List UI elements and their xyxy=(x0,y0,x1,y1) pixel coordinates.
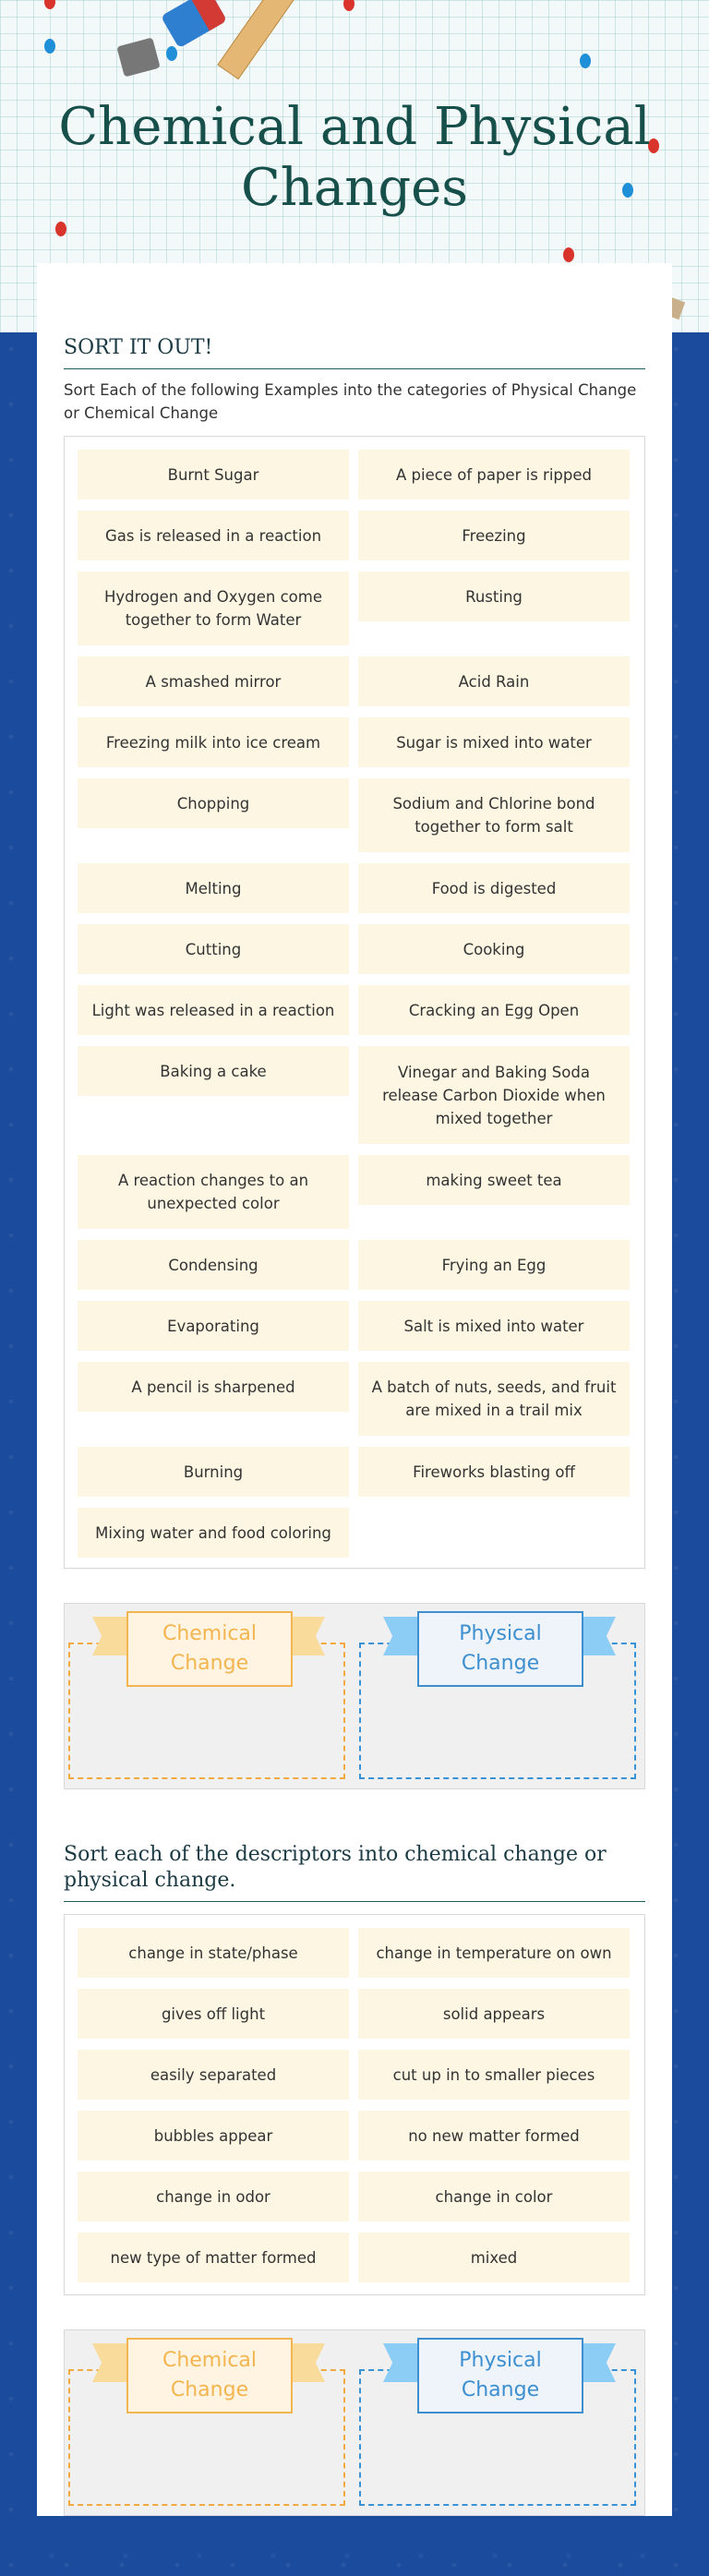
draggable-item[interactable]: Food is digested xyxy=(358,863,630,913)
draggable-item[interactable]: A batch of nuts, seeds, and fruit are mixed in a trail mix xyxy=(358,1362,630,1436)
bin-label-line: Change xyxy=(461,1652,540,1675)
bin-label-line: Physical xyxy=(459,1622,542,1645)
draggable-item[interactable]: Acid Rain xyxy=(358,656,630,706)
bin-label-line: Change xyxy=(461,2378,540,2401)
bin-label-line: Change xyxy=(170,1652,249,1675)
section-1-title: SORT IT OUT! xyxy=(64,335,645,369)
decor-dot xyxy=(166,46,177,61)
decor-dot xyxy=(44,0,55,9)
draggable-item[interactable]: A reaction changes to an unexpected color xyxy=(78,1155,349,1229)
draggable-item[interactable]: Cutting xyxy=(78,924,349,974)
draggable-item[interactable]: Condensing xyxy=(78,1240,349,1290)
draggable-item[interactable]: mixed xyxy=(358,2233,630,2282)
section-1-items-box xyxy=(64,436,645,1569)
draggable-item[interactable]: Burnt Sugar xyxy=(78,450,349,500)
draggable-item[interactable]: A smashed mirror xyxy=(78,656,349,706)
draggable-item[interactable]: Chopping xyxy=(78,778,349,828)
draggable-item[interactable]: gives off light xyxy=(78,1989,349,2039)
draggable-item[interactable]: Cooking xyxy=(358,924,630,974)
draggable-item[interactable]: change in odor xyxy=(78,2172,349,2221)
decor-dot xyxy=(55,222,66,236)
draggable-item[interactable]: Rusting xyxy=(358,572,630,621)
draggable-item[interactable]: A piece of paper is ripped xyxy=(358,450,630,500)
decor-dot xyxy=(44,39,55,54)
page-title-line-2: Changes xyxy=(240,158,469,218)
draggable-item[interactable]: bubbles appear xyxy=(78,2111,349,2161)
draggable-item[interactable]: no new matter formed xyxy=(358,2111,630,2161)
page-title xyxy=(0,97,709,219)
physical-change-label xyxy=(417,1611,583,1687)
draggable-item[interactable]: Melting xyxy=(78,863,349,913)
draggable-item[interactable]: Freezing milk into ice cream xyxy=(78,717,349,767)
draggable-item[interactable]: Mixing water and food coloring xyxy=(78,1508,349,1558)
draggable-item[interactable]: Frying an Egg xyxy=(358,1240,630,1290)
draggable-item[interactable]: Sugar is mixed into water xyxy=(358,717,630,767)
draggable-item[interactable]: Salt is mixed into water xyxy=(358,1301,630,1351)
draggable-item[interactable]: easily separated xyxy=(78,2050,349,2100)
section-2-items-box xyxy=(64,1914,645,2295)
draggable-item[interactable]: Gas is released in a reaction xyxy=(78,511,349,560)
draggable-item[interactable]: new type of matter formed xyxy=(78,2233,349,2282)
decor-dot xyxy=(563,247,574,262)
eraser-icon xyxy=(161,0,227,48)
draggable-item[interactable]: Freezing xyxy=(358,511,630,560)
draggable-item[interactable]: Baking a cake xyxy=(78,1046,349,1096)
draggable-item[interactable]: Burning xyxy=(78,1447,349,1497)
physical-change-label xyxy=(417,2338,583,2413)
chemical-change-label xyxy=(126,1611,293,1687)
section-1-instructions: Sort Each of the following Examples into the categories of Physical Change or Chemical Change xyxy=(64,381,637,422)
draggable-item[interactable]: Cracking an Egg Open xyxy=(358,985,630,1035)
chemical-change-label xyxy=(126,2338,293,2413)
draggable-item[interactable]: A pencil is sharpened xyxy=(78,1362,349,1412)
decor-dot xyxy=(580,54,591,68)
section-1-drop-zone xyxy=(64,1603,645,1789)
draggable-item[interactable]: change in state/phase xyxy=(78,1928,349,1978)
draggable-item[interactable]: cut up in to smaller pieces xyxy=(358,2050,630,2100)
draggable-item[interactable]: Sodium and Chlorine bond together to form salt xyxy=(358,778,630,852)
bin-label-line: Chemical xyxy=(162,1622,258,1645)
bin-label-line: Change xyxy=(170,2378,249,2401)
draggable-item[interactable]: Evaporating xyxy=(78,1301,349,1351)
draggable-item[interactable]: Light was released in a reaction xyxy=(78,985,349,1035)
bin-label-line: Chemical xyxy=(162,2349,258,2372)
ruler-icon xyxy=(217,0,307,79)
worksheet-card xyxy=(37,263,672,2516)
section-2-title: Sort each of the descriptors into chemical change or physical change. xyxy=(64,1842,645,1902)
section-2-drop-zone xyxy=(64,2329,645,2516)
decor-dot xyxy=(343,0,354,11)
bin-label-line: Physical xyxy=(459,2349,542,2372)
draggable-item[interactable]: Fireworks blasting off xyxy=(358,1447,630,1497)
page-title-line-1: Chemical and Physical xyxy=(58,97,651,157)
draggable-item[interactable]: making sweet tea xyxy=(358,1155,630,1205)
sharpener-icon xyxy=(116,37,160,77)
draggable-item[interactable]: Vinegar and Baking Soda release Carbon Dioxide when mixed together xyxy=(358,1046,630,1144)
draggable-item[interactable]: change in color xyxy=(358,2172,630,2221)
draggable-item[interactable]: change in temperature on own xyxy=(358,1928,630,1978)
draggable-item[interactable]: solid appears xyxy=(358,1989,630,2039)
draggable-item[interactable]: Hydrogen and Oxygen come together to form Water xyxy=(78,572,349,645)
